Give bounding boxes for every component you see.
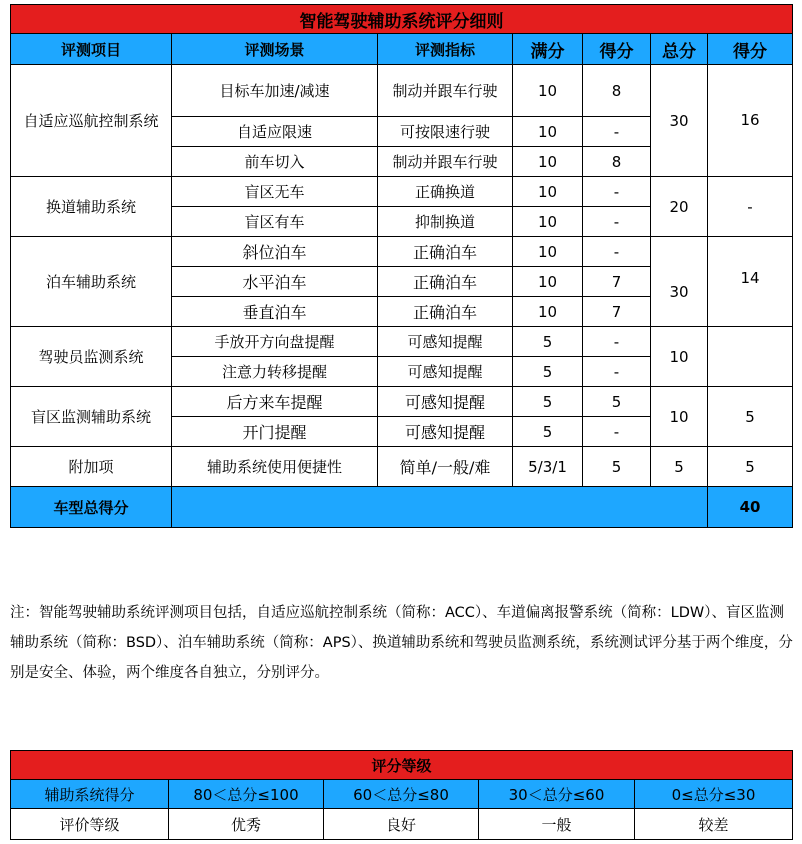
scenario-cell: 盲区有车	[172, 207, 378, 237]
full-cell: 5	[513, 387, 583, 417]
score-cell: -	[583, 417, 651, 447]
metric-cell: 制动并跟车行驶	[378, 147, 513, 177]
metric-cell: 抑制换道	[378, 207, 513, 237]
scenario-cell: 手放开方向盘提醒	[172, 327, 378, 357]
score-cell: -	[583, 177, 651, 207]
score-cell: 5	[583, 387, 651, 417]
scenario-cell: 自适应限速	[172, 117, 378, 147]
scenario-cell: 后方来车提醒	[172, 387, 378, 417]
item-cell: 附加项	[11, 447, 172, 487]
metric-cell: 可按限速行驶	[378, 117, 513, 147]
full-cell: 5	[513, 327, 583, 357]
item-cell: 换道辅助系统	[11, 177, 172, 237]
header-full: 满分	[513, 34, 583, 65]
full-cell: 10	[513, 267, 583, 297]
table-row	[11, 237, 793, 267]
table-row	[11, 177, 793, 207]
total-score-cell: 16	[708, 65, 793, 177]
footnote: 注：智能驾驶辅助系统评测项目包括，自适应巡航控制系统（简称：ACC）、车道偏离报警系统（简称：LDW）、盲区监测辅助系统（简称：BSD）、泊车辅助系统（简称：APS）、换道辅助系统和驾驶员监测系统，系统测试评分基于两个维度，分别是安全、体验，两个维度各自独立，分别评分。	[10, 605, 793, 681]
total-score-cell	[708, 327, 793, 387]
header-score: 得分	[583, 34, 651, 65]
score-cell: 8	[583, 147, 651, 177]
level-cell: 优秀	[169, 809, 324, 840]
metric-cell: 正确换道	[378, 177, 513, 207]
scenario-cell: 盲区无车	[172, 177, 378, 207]
table-row	[11, 387, 793, 417]
metric-cell: 可感知提醒	[378, 417, 513, 447]
level-cell: 良好	[324, 809, 479, 840]
scenario-cell: 水平泊车	[172, 267, 378, 297]
total-value: 40	[708, 487, 793, 528]
header-total: 总分	[651, 34, 708, 65]
total-score-cell: 14	[708, 237, 793, 327]
table-row	[11, 65, 793, 117]
score-cell: 7	[583, 297, 651, 327]
scenario-cell: 垂直泊车	[172, 297, 378, 327]
score-cell: -	[583, 327, 651, 357]
metric-cell: 可感知提醒	[378, 327, 513, 357]
range-cell: 60＜总分≤80	[324, 780, 479, 809]
table-row	[11, 327, 793, 357]
scenario-cell: 目标车加速/减速	[172, 65, 378, 117]
full-cell: 10	[513, 177, 583, 207]
grade-table	[10, 750, 793, 840]
item-cell: 驾驶员监测系统	[11, 327, 172, 387]
metric-cell: 正确泊车	[378, 267, 513, 297]
range-label: 辅助系统得分	[11, 780, 169, 809]
scoring-table	[10, 4, 793, 528]
total-cell: 30	[651, 237, 708, 327]
item-cell: 自适应巡航控制系统	[11, 65, 172, 177]
full-cell: 10	[513, 65, 583, 117]
total-cell: 10	[651, 387, 708, 447]
metric-cell: 正确泊车	[378, 237, 513, 267]
full-cell: 10	[513, 297, 583, 327]
scenario-cell: 开门提醒	[172, 417, 378, 447]
level-row	[11, 809, 793, 840]
range-row	[11, 780, 793, 809]
score-cell: -	[583, 117, 651, 147]
score-cell: -	[583, 357, 651, 387]
table-row	[11, 447, 793, 487]
full-cell: 5	[513, 417, 583, 447]
total-spacer	[172, 487, 708, 528]
score-cell: 7	[583, 267, 651, 297]
full-cell: 5	[513, 357, 583, 387]
score-cell: -	[583, 237, 651, 267]
level-cell: 较差	[635, 809, 793, 840]
total-score-cell: 5	[708, 447, 793, 487]
header-scenario: 评测场景	[172, 34, 378, 65]
scenario-cell: 前车切入	[172, 147, 378, 177]
header-total-score: 得分	[708, 34, 793, 65]
item-cell: 泊车辅助系统	[11, 237, 172, 327]
score-cell: -	[583, 207, 651, 237]
header-item: 评测项目	[11, 34, 172, 65]
range-cell: 0≤总分≤30	[635, 780, 793, 809]
total-score-cell: -	[708, 177, 793, 237]
score-cell: 5	[583, 447, 651, 487]
metric-cell: 可感知提醒	[378, 357, 513, 387]
header-metric: 评测指标	[378, 34, 513, 65]
score-cell: 8	[583, 65, 651, 117]
full-cell: 10	[513, 147, 583, 177]
total-score-cell: 5	[708, 387, 793, 447]
metric-cell: 可感知提醒	[378, 387, 513, 417]
total-cell: 20	[651, 177, 708, 237]
table-title: 智能驾驶辅助系统评分细则	[11, 5, 793, 34]
metric-cell: 制动并跟车行驶	[378, 65, 513, 117]
level-cell: 一般	[479, 809, 635, 840]
total-cell: 5	[651, 447, 708, 487]
scenario-cell: 辅助系统使用便捷性	[172, 447, 378, 487]
total-label: 车型总得分	[11, 487, 172, 528]
range-cell: 80＜总分≤100	[169, 780, 324, 809]
total-cell: 10	[651, 327, 708, 387]
metric-cell: 简单/一般/难	[378, 447, 513, 487]
full-cell: 10	[513, 207, 583, 237]
range-cell: 30＜总分≤60	[479, 780, 635, 809]
full-cell: 10	[513, 237, 583, 267]
item-cell: 盲区监测辅助系统	[11, 387, 172, 447]
full-cell: 10	[513, 117, 583, 147]
level-label: 评价等级	[11, 809, 169, 840]
grade-table-title: 评分等级	[11, 751, 793, 780]
total-cell: 30	[651, 65, 708, 177]
full-cell: 5/3/1	[513, 447, 583, 487]
scenario-cell: 斜位泊车	[172, 237, 378, 267]
metric-cell: 正确泊车	[378, 297, 513, 327]
total-row	[11, 487, 793, 528]
scenario-cell: 注意力转移提醒	[172, 357, 378, 387]
